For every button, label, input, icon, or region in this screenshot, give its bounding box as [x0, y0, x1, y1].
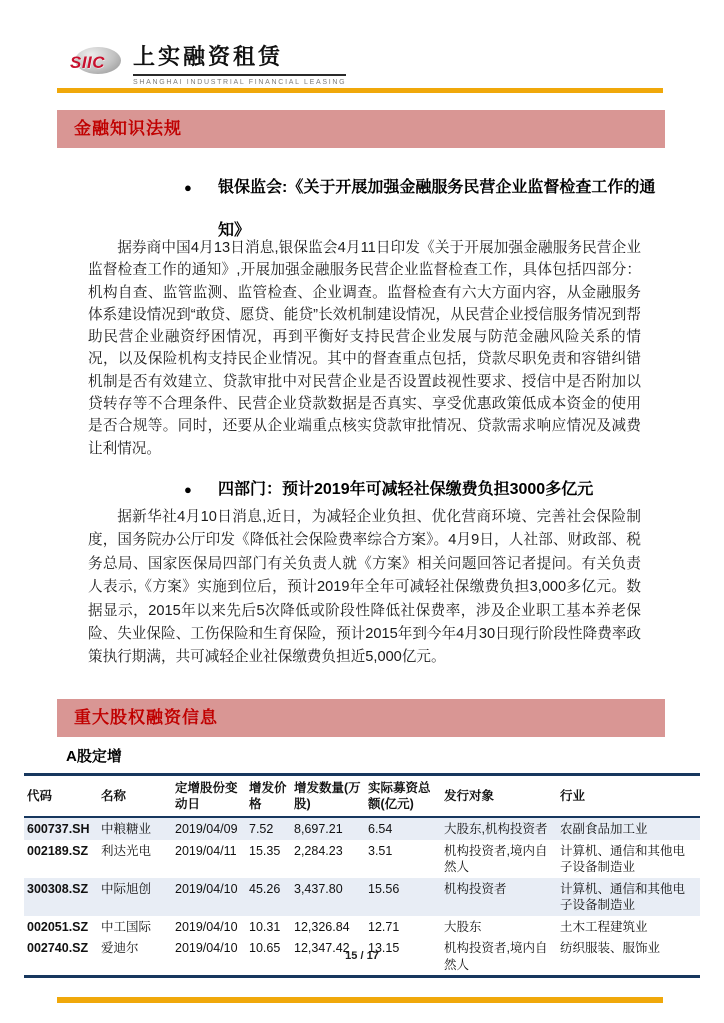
col-header-raised: 实际募资总额(亿元) [368, 781, 431, 811]
cell-quantity: 2,284.23 [294, 843, 343, 858]
cell-code: 002051.SZ [27, 919, 89, 934]
cell-date: 2019/04/10 [175, 919, 238, 934]
news-item-1-body: 据券商中国4月13日消息,银保监会4月11日印发《关于开展加强金融服务民营企业监督检查工作的通知》,开展加强金融服务民营企业监督检查工作，具体包括四部分：机构自查、监管监测、监管检查、企业调查。监督检查有六大方面内容，从金融服务体系建设情况到“敢贷、愿贷、能贷”长效机制建设情况，从民营企业授信服务情况到帮助民营企业融资纾困情况，再到平衡好支持民营企业发展与防范金融风险关系的情况，以及保险机构支持民企业情况。其中的督查重点包括，贷款尽职免责和容错纠错机制是否有效建立、贷款审批中对民营企业是否设置歧视性要求、授信中是否附加以贷转存等不合理条件、民营企业贷款数据是否真实、享受优惠政策低成本资金的使用是否合规等。同时，还要从企业端重点核实贷款审批情况、贷款需求响应情况及减费让利情况。 [88, 240, 641, 457]
company-logo [70, 40, 346, 86]
footer-gold-rule [57, 997, 663, 1003]
cell-industry: 纺织服装、服饰业 [560, 941, 661, 955]
col-header-code: 代码 [27, 789, 53, 803]
table-row [24, 916, 700, 938]
col-header-name: 名称 [101, 789, 127, 803]
a-share-placement-table [24, 773, 700, 978]
news-item-2-title: 四部门：预计2019年可减轻社保缴费负担3000多亿元 [218, 481, 594, 498]
cell-date: 2019/04/09 [175, 822, 238, 836]
siic-logo-icon [70, 44, 126, 82]
table-header-row [24, 775, 700, 818]
cell-target: 机构投资者,境内自然人 [444, 941, 548, 972]
cell-industry: 土木工程建筑业 [560, 919, 648, 934]
cell-industry: 计算机、通信和其他电子设备制造业 [560, 843, 686, 874]
news-item-1-title: 银保监会:《关于开展加强金融服务民营企业监督检查工作的通知》 [218, 179, 656, 239]
cell-price: 15.35 [249, 843, 281, 858]
col-header-date: 定增股份变动日 [175, 781, 238, 811]
cell-date: 2019/04/10 [175, 881, 238, 896]
col-header-target: 发行对象 [444, 789, 495, 803]
section-title: 重大股权融资信息 [74, 708, 218, 727]
cell-code: 002740.SZ [27, 941, 89, 955]
company-name-cn: 上实融资租赁 [133, 40, 346, 76]
logo-siic-text: SIIC [70, 53, 106, 72]
cell-price: 10.65 [249, 941, 281, 955]
section-title: 金融知识法规 [74, 119, 182, 138]
cell-code: 002189.SZ [27, 843, 89, 858]
news-item-2-heading [184, 468, 664, 511]
table-subtitle: A股定增 [66, 748, 122, 765]
cell-raised: 12.71 [368, 919, 400, 934]
cell-target: 大股东 [444, 919, 482, 934]
cell-industry: 计算机、通信和其他电子设备制造业 [560, 881, 686, 912]
cell-raised: 13.15 [368, 941, 400, 955]
cell-quantity: 8,697.21 [294, 822, 343, 836]
cell-price: 10.31 [249, 919, 281, 934]
cell-raised: 6.54 [368, 822, 393, 836]
cell-target: 机构投资者 [444, 881, 507, 896]
page-number: 15 / 17 [345, 950, 379, 962]
cell-quantity: 12,326.84 [294, 919, 350, 934]
col-header-quantity: 增发数量(万股) [294, 781, 361, 811]
news-item-2-body: 据新华社4月10日消息,近日，为减轻企业负担、优化营商环境、完善社会保险制度，国务院办公厅印发《降低社会保险费率综合方案》。4月9日，人社部、财政部、税务总局、国家医保局四部门有关负责人就《方案》相关问题回答记者提问。有关负责人表示,《方案》实施到位后，预计2019年全年可减轻社保缴费负担3,000多亿元。数据显示，2015年以来先后5次降低或阶段性降低社保费率，涉及企业职工基本养老保险、失业保险、工伤保险和生育保险，预计2015年到今年4月30日现行阶段性降费率政策执行期满，共可减轻企业社保缴费负担近5,000亿元。 [88, 509, 642, 666]
cell-name: 中工国际 [101, 919, 152, 934]
cell-quantity: 12,347.42 [294, 941, 350, 955]
cell-name: 中际旭创 [101, 881, 152, 896]
cell-quantity: 3,437.80 [294, 881, 343, 896]
cell-target: 机构投资者,境内自然人 [444, 843, 548, 874]
bullet-icon: ● [184, 482, 192, 497]
bullet-icon: ● [184, 180, 192, 195]
cell-raised: 15.56 [368, 881, 400, 896]
logo-names [133, 40, 346, 86]
cell-target: 大股东,机构投资者 [444, 822, 548, 836]
cell-name: 爱迪尔 [101, 941, 139, 955]
cell-industry: 农副食品加工业 [560, 822, 648, 836]
cell-raised: 3.51 [368, 843, 393, 858]
section-banner-regulation [57, 110, 665, 148]
header-gold-rule [57, 88, 663, 93]
col-header-industry: 行业 [560, 789, 586, 803]
table-row [24, 878, 700, 916]
cell-date: 2019/04/10 [175, 941, 238, 955]
col-header-price: 增发价格 [249, 781, 287, 811]
cell-code: 600737.SH [27, 822, 90, 836]
cell-code: 300308.SZ [27, 881, 89, 896]
cell-price: 7.52 [249, 822, 274, 836]
cell-date: 2019/04/11 [175, 843, 237, 858]
table-row [24, 817, 700, 840]
table-row [24, 840, 700, 878]
section-banner-equity [57, 699, 665, 737]
company-name-en: SHANGHAI INDUSTRIAL FINANCIAL LEASING [133, 79, 347, 86]
cell-name: 中粮糖业 [101, 822, 152, 836]
cell-price: 45.26 [249, 881, 281, 896]
cell-name: 利达光电 [101, 843, 152, 858]
